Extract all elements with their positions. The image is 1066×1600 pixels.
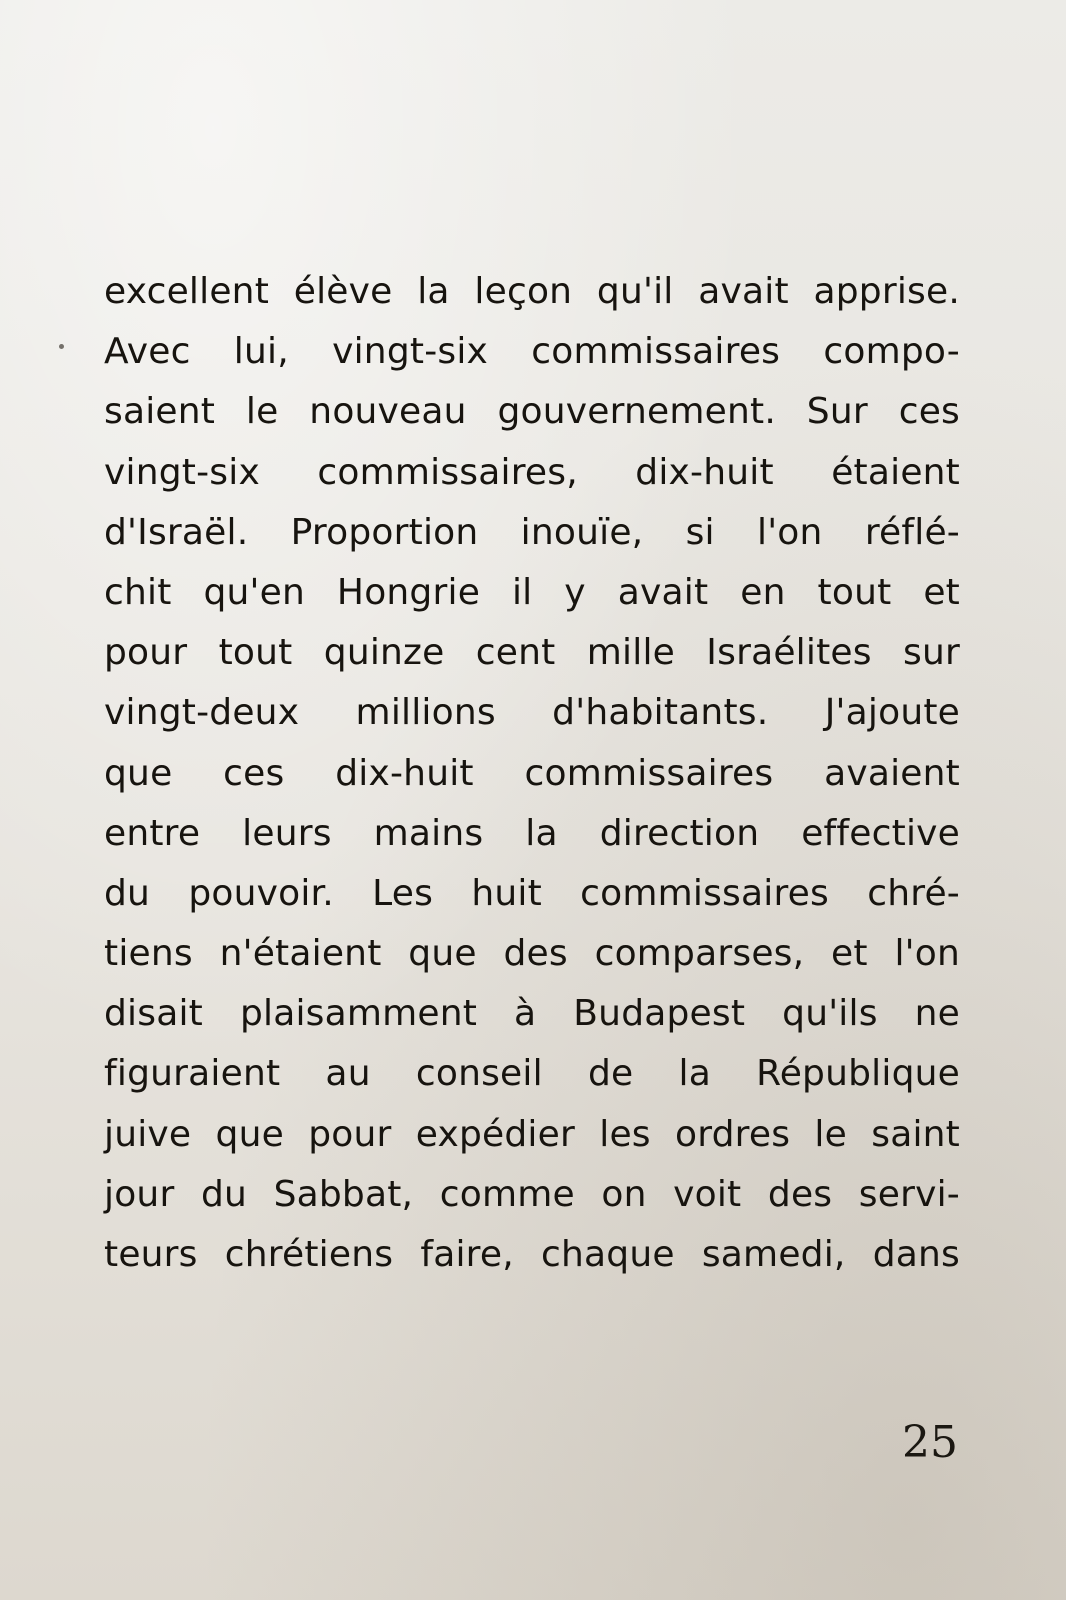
text-line: entre leurs mains la direction effective xyxy=(104,812,960,854)
text-line: juive que pour expédier les ordres le saint xyxy=(104,1113,960,1155)
text-line: vingt-deux millions d'habitants. J'ajoute xyxy=(104,692,960,734)
text-line: disait plaisamment à Budapest qu'ils ne xyxy=(104,993,960,1035)
text-line: vingt-six commissaires, dix-huit étaient xyxy=(104,451,960,493)
text-line: saient le nouveau gouvernement. Sur ces xyxy=(104,391,960,433)
text-line: pour tout quinze cent mille Israélites sur xyxy=(104,632,960,674)
ink-speck xyxy=(59,344,64,349)
text-line: teurs chrétiens faire, chaque samedi, dans xyxy=(104,1234,960,1275)
text-line: tiens n'étaient que des comparses, et l'on xyxy=(104,933,960,975)
text-line: figuraient au conseil de la République xyxy=(104,1053,960,1095)
text-line: du pouvoir. Les huit commissaires chré- xyxy=(104,872,960,914)
page-number: 25 xyxy=(902,1417,958,1468)
text-line: excellent élève la leçon qu'il avait apprise. xyxy=(104,271,960,312)
text-line: d'Israël. Proportion inouïe, si l'on réflé- xyxy=(104,511,960,553)
text-line: chit qu'en Hongrie il y avait en tout et xyxy=(104,571,960,613)
text-line: que ces dix-huit commissaires avaient xyxy=(104,752,960,794)
text-line: Avec lui, vingt-six commissaires compo- xyxy=(104,331,960,373)
text-line: jour du Sabbat, comme on voit des servi- xyxy=(104,1173,960,1215)
body-text xyxy=(104,262,960,1285)
